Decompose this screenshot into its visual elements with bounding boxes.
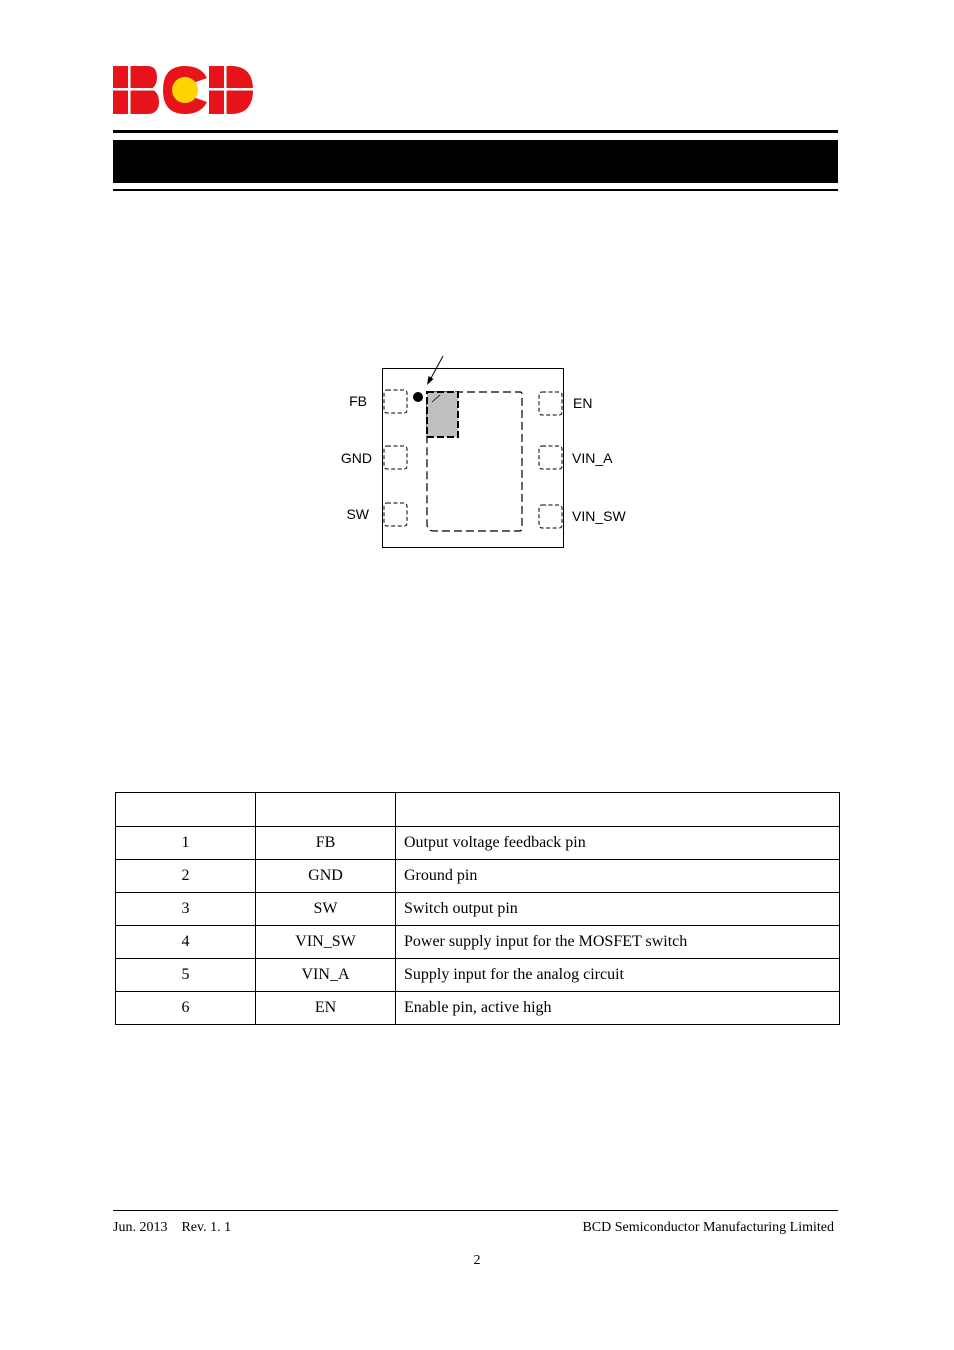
table-row [116, 959, 840, 992]
pin-label-sw: SW [346, 506, 369, 522]
table-row [116, 827, 840, 860]
pin-function: Output voltage feedback pin [396, 827, 840, 860]
pin-name: VIN_A [256, 959, 396, 992]
pin-number: 1 [116, 827, 256, 860]
logo-letter-d [209, 66, 253, 114]
pin-label-gnd: GND [340, 450, 372, 466]
pin-name: SW [256, 893, 396, 926]
pin-name: VIN_SW [256, 926, 396, 959]
pin-configuration-diagram [320, 350, 650, 560]
pad-left-1 [384, 390, 407, 413]
header-pin-number [116, 793, 256, 827]
header-rule-top [113, 130, 838, 133]
pad-right-5 [539, 446, 562, 469]
footer-date: Jun. 2013 [113, 1220, 168, 1235]
pin-label-en: EN [573, 395, 593, 411]
pin-number: 4 [116, 926, 256, 959]
pad-left-3 [384, 503, 407, 526]
pin-function: Supply input for the analog circuit [396, 959, 840, 992]
table-header-row [116, 793, 840, 827]
header-rule-bottom [113, 189, 838, 191]
exposed-pad-shaded-corner [427, 392, 458, 437]
header-title-bar [113, 140, 838, 183]
pin-label-vin-a: VIN_A [572, 450, 613, 466]
page-number: 2 [473, 1253, 481, 1268]
header-pin-name [256, 793, 396, 827]
pin-name: FB [256, 827, 396, 860]
bcd-logo [113, 64, 255, 116]
table-row [116, 992, 840, 1025]
pad-right-6 [539, 392, 562, 415]
header-function [396, 793, 840, 827]
package-outline [383, 369, 564, 548]
pin1-marker-dot [413, 392, 423, 402]
pin-name: EN [256, 992, 396, 1025]
pin-label-vin-sw: VIN_SW [572, 508, 626, 524]
pin-description-table [115, 792, 840, 1025]
table-row [116, 893, 840, 926]
table-row [116, 926, 840, 959]
pin-number: 5 [116, 959, 256, 992]
pin-function: Switch output pin [396, 893, 840, 926]
footer-left [113, 1220, 245, 1236]
pin-function: Enable pin, active high [396, 992, 840, 1025]
pad-right-4 [539, 505, 562, 528]
pin-function: Power supply input for the MOSFET switch [396, 926, 840, 959]
pin-number: 6 [116, 992, 256, 1025]
pin-number: 2 [116, 860, 256, 893]
pin-function: Ground pin [396, 860, 840, 893]
pin-number: 3 [116, 893, 256, 926]
footer-rule [113, 1210, 838, 1211]
pad-left-2 [384, 446, 407, 469]
table-row [116, 860, 840, 893]
logo-letter-c [163, 66, 207, 114]
pin-name: GND [256, 860, 396, 893]
pin-label-fb: FB [349, 393, 367, 409]
logo-letter-b [113, 66, 159, 114]
footer-company: BCD Semiconductor Manufacturing Limited [582, 1220, 834, 1235]
footer-revision: Rev. 1. 1 [181, 1220, 232, 1235]
